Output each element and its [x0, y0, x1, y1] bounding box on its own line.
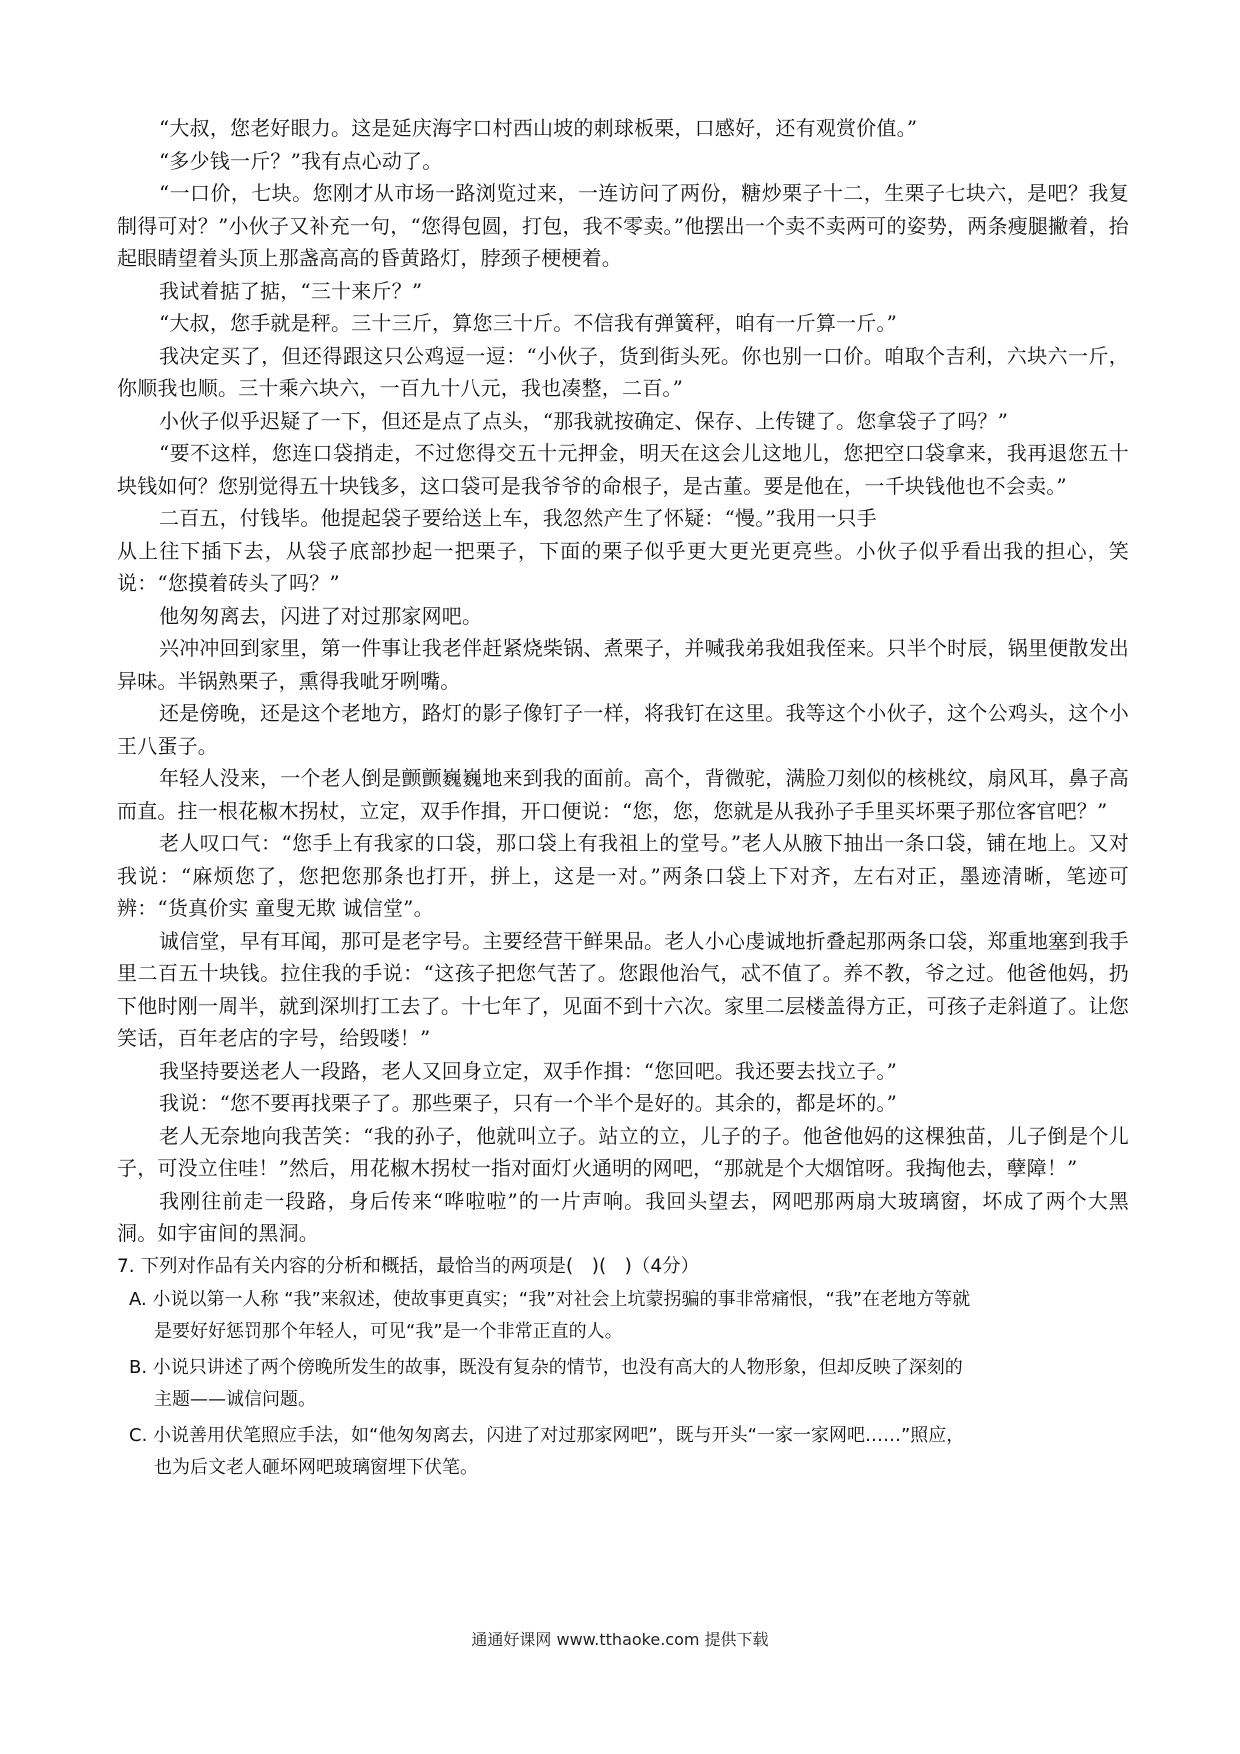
story-paragraph: 年轻人没来，一个老人倒是颤颤巍巍地来到我的面前。高个，背微驼，满脸刀刻似的核桃纹，扇风耳，鼻子高而直。拄一根花椒木拐杖，立定，双手作揖，开口便说：“您，您，您就是从我孙子手里买坏栗子那位客官吧？” [117, 766, 1129, 823]
story-paragraph: “大叔，您手就是秤。三十三斤，算您三十斤。不信我有弹簧秤，咱有一斤算一斤。” [159, 311, 898, 335]
story-paragraph: 老人叹口气：“您手上有我家的口袋，那口袋上有我祖上的堂号。”老人从腋下抽出一条口袋，铺在地上。又对我说：“麻烦您了，您把您那条也打开，拼上，这是一对。”两条口袋上下对齐，左右对正，墨迹清晰，笔迹可辨：“货真价实 童叟无欺 诚信堂”。 [117, 831, 1129, 920]
story-paragraph: 我说：“您不要再找栗子了。那些栗子，只有一个半个是好的。其余的，都是坏的。” [159, 1091, 898, 1115]
story-paragraph: 我决定买了，但还得跟这只公鸡逗一逗：“小伙子，货到街头死。你也别一口价。咱取个吉利，六块六一斤，你顺我也顺。三十乘六块六，一百九十八元，我也凑整，二百。” [117, 343, 1129, 400]
page-footer: 通通好课网 www.tthaoke.com 提供下载 [471, 1630, 769, 1649]
story-paragraph: 兴冲冲回到家里，第一件事让我老伴赶紧烧柴锅、煮栗子，并喊我弟我姐我侄来。只半个时辰，锅里便散发出异味。半锅熟栗子，熏得我呲牙咧嘴。 [117, 636, 1129, 693]
question-block [117, 1250, 1129, 1484]
story-paragraph: 我试着掂了掂，“三十来斤？” [159, 278, 423, 303]
answer-option-c: C. 小说善用伏笔照应手法，如“他匆匆离去，闪进了对过那家网吧”，既与开头“一家一家网吧……”照应，也为后文老人砸坏网吧玻璃窗埋下伏笔。 [129, 1424, 965, 1478]
story-paragraph: “要不这样，您连口袋捎走，不过您得交五十元押金，明天在这会儿这地儿，您把空口袋拿来，我再退您五十块钱如何？您别觉得五十块钱多，这口袋可是我爷爷的命根子，是古董。要是他在，一千块钱他也不会卖。” [117, 441, 1129, 498]
story-paragraph: 从上往下插下去，从袋子底部抄起一把栗子，下面的栗子似乎更大更光更亮些。小伙子似乎看出我的担心，笑说：“您摸着砖头了吗？” [117, 538, 1129, 595]
answer-option-b: B. 小说只讲述了两个傍晚所发生的故事，既没有复杂的情节，也没有高大的人物形象，但却反映了深刻的主题——诚信问题。 [129, 1356, 963, 1410]
story-paragraph: 二百五，付钱毕。他提起袋子要给送上车，我忽然产生了怀疑：“慢。”我用一只手 [159, 506, 877, 530]
story-paragraph: “大叔，您老好眼力。这是延庆海字口村西山坡的刺球板栗，口感好，还有观赏价值。” [159, 116, 918, 140]
answer-option-a: A. 小说以第一人称 “我”来叙述，使故事更真实；“我”对社会上坑蒙拐骗的事非常痛恨，“我”在老地方等就是要好好惩罚那个年轻人，可见“我”是一个非常正直的人。 [129, 1288, 971, 1342]
story-paragraph: 老人无奈地向我苦笑：“我的孙子，他就叫立子。站立的立，儿子的子。他爸他妈的这棵独苗，儿子倒是个儿子，可没立住哇！”然后，用花椒木拐杖一指对面灯火通明的网吧，“那就是个大烟馆呀。我掏他去，孽障！” [117, 1123, 1129, 1180]
story-paragraph: 他匆匆离去，闪进了对过那家网吧。 [159, 603, 483, 628]
story-paragraph: 诚信堂，早有耳闻，那可是老字号。主要经营干鲜果品。老人小心虔诚地折叠起那两条口袋，郑重地塞到我手里二百五十块钱。拉住我的手说：“这孩子把您气苦了。您跟他治气，忒不值了。养不教，爷之过。他爸他妈，扔下他时刚一周半，就到深圳打工去了。十七年了，见面不到十六次。家里二层楼盖得方正，可孩子走斜道了。让您笑话，百年老店的字号，给毁喽！” [117, 928, 1129, 1050]
question-stem: 7. 下列对作品有关内容的分析和概括，最恰当的两项是( )( )（4分） [117, 1255, 700, 1277]
story-paragraph: 我刚往前走一段路，身后传来“哗啦啦”的一片声响。我回头望去，网吧那两扇大玻璃窗，坏成了两个大黑洞。如宇宙间的黑洞。 [117, 1188, 1129, 1245]
document-page [117, 112, 1129, 1488]
story-paragraph: 小伙子似乎迟疑了一下，但还是点了点头，“那我就按确定、保存、上传键了。您拿袋子了吗？” [159, 408, 1009, 433]
story-paragraph: 还是傍晚，还是这个老地方，路灯的影子像钉子一样，将我钉在这里。我等这个小伙子，这个公鸡头，这个小王八蛋子。 [117, 701, 1129, 758]
story-paragraph: “一口价，七块。您刚才从市场一路浏览过来，一连访问了两份，糖炒栗子十二，生栗子七块六，是吧？我复制得可对？”小伙子又补充一句，“您得包圆，打包，我不零卖。”他摆出一个卖不卖两可的姿势，两条瘦腿撇着，抬起眼睛望着头顶上那盏高高的昏黄路灯，脖颈子梗梗着。 [117, 181, 1129, 270]
story-paragraph: 我坚持要送老人一段路，老人又回身立定，双手作揖：“您回吧。我还要去找立子。” [159, 1058, 898, 1083]
story-paragraph: “多少钱一斤？”我有点心动了。 [159, 148, 443, 173]
story-body [117, 112, 1129, 1250]
